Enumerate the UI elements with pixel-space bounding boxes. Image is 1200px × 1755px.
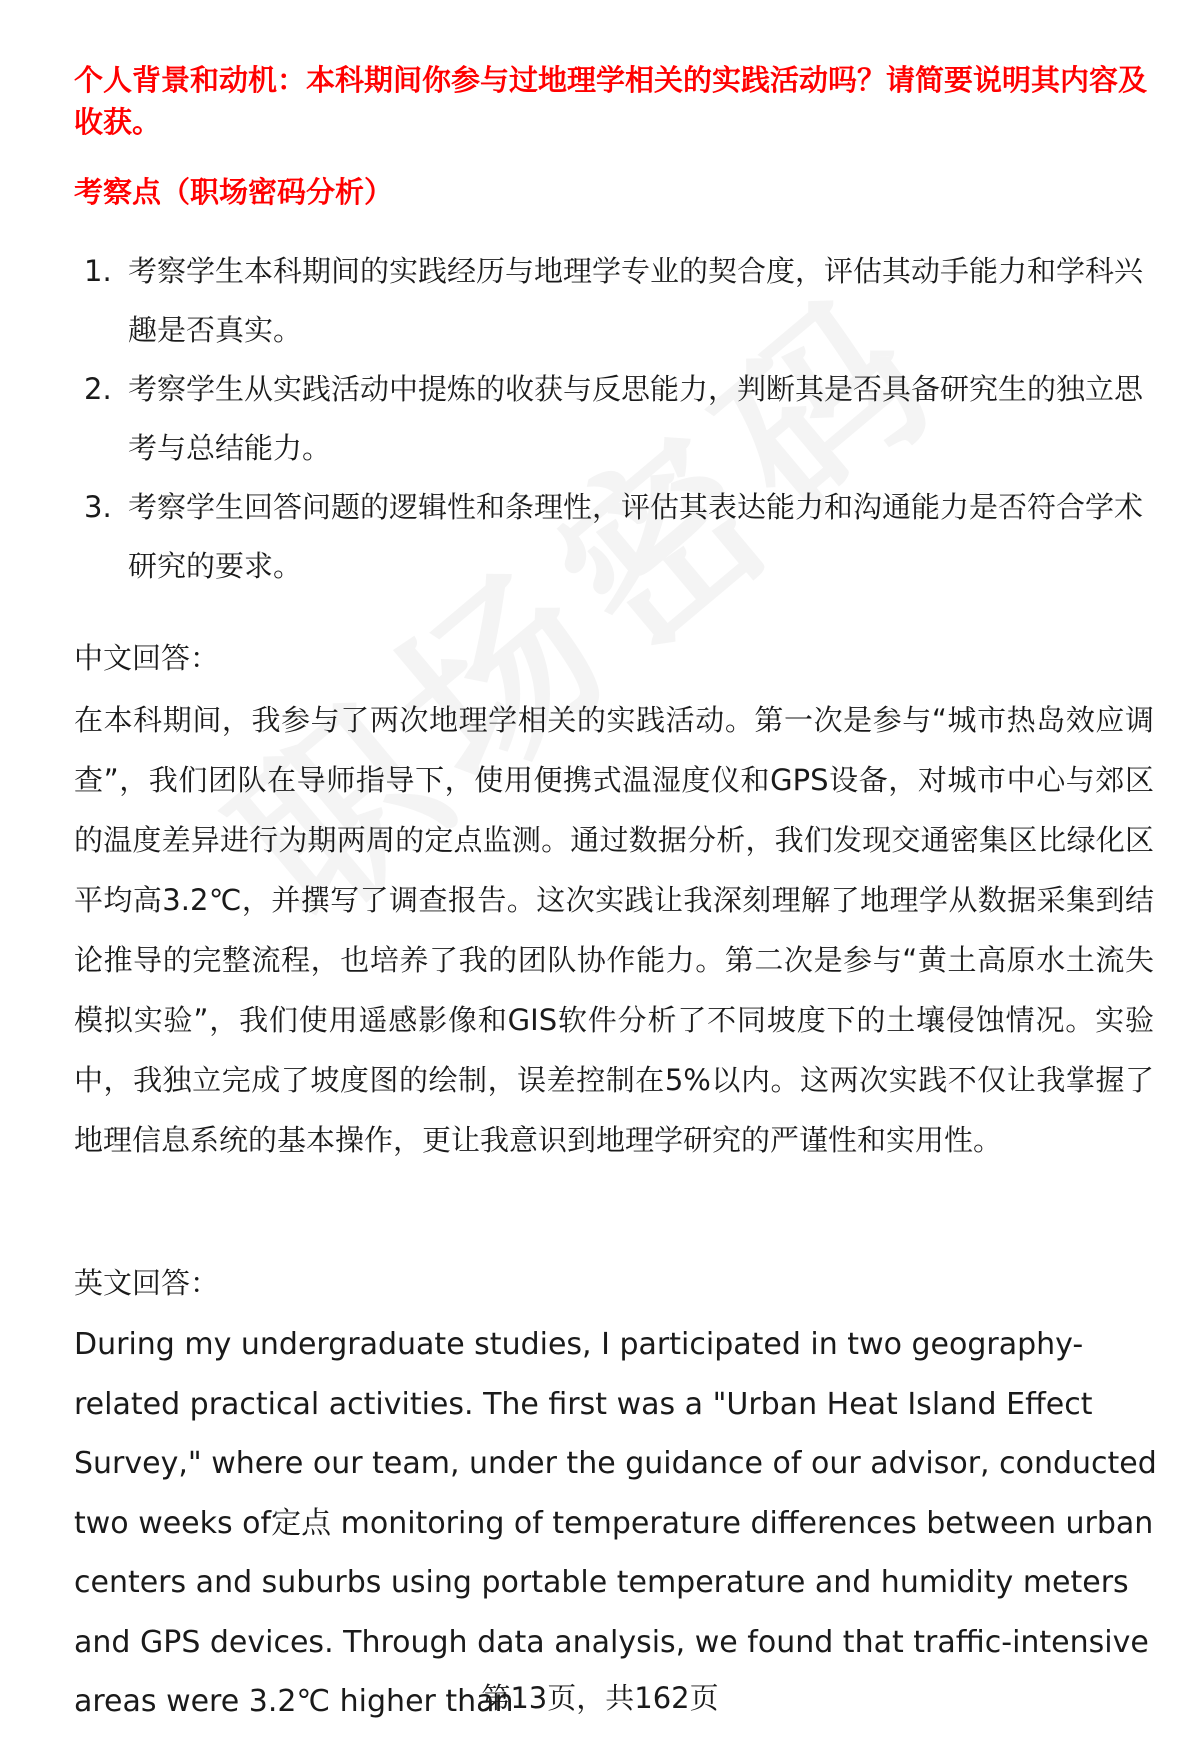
- list-item: [84, 242, 1144, 360]
- list-item-number: 2.: [84, 372, 112, 406]
- page-number-footer: 第13页，共162页: [481, 1681, 719, 1715]
- question-heading: 个人背景和动机：本科期间你参与过地理学相关的实践活动吗？请简要说明其内容及收获。: [74, 63, 1148, 139]
- list-item-number: 3.: [84, 490, 112, 524]
- english-answer-label: 英文回答：: [74, 1266, 220, 1300]
- list-item: [84, 360, 1144, 478]
- list-item-number: 1.: [84, 254, 112, 288]
- list-item-text: 考察学生本科期间的实践经历与地理学专业的契合度，评估其动手能力和学科兴趣是否真实。: [128, 254, 1144, 347]
- list-item: [84, 478, 1144, 596]
- english-answer-text: During my undergraduate studies, I participated in two geography-related practical activities. The first was a "Urban Heat Island Effect Survey," where our team, under the guidance of our advisor, conducted two weeks of定点 monitoring of temperature differences between urban centers and suburbs using portable temperature and humidity meters and GPS devices. Through data analysis, we found that traffic-intensive areas were 3.2℃ higher than: [74, 1327, 1157, 1719]
- list-item-text: 考察学生从实践活动中提炼的收获与反思能力，判断其是否具备研究生的独立思考与总结能力。: [128, 372, 1144, 465]
- assessment-points-list: [84, 242, 1144, 596]
- list-item-text: 考察学生回答问题的逻辑性和条理性，评估其表达能力和沟通能力是否符合学术研究的要求。: [128, 490, 1144, 583]
- chinese-answer-label: 中文回答：: [74, 641, 220, 675]
- assessment-points-heading: 考察点（职场密码分析）: [74, 175, 394, 209]
- chinese-answer-text: 在本科期间，我参与了两次地理学相关的实践活动。第一次是参与“城市热岛效应调查”，我们团队在导师指导下，使用便携式温湿度仪和GPS设备，对城市中心与郊区的温度差异进行为期两周的定点监测。通过数据分析，我们发现交通密集区比绿化区平均高3.2℃，并撰写了调查报告。这次实践让我深刻理解了地理学从数据采集到结论推导的完整流程，也培养了我的团队协作能力。第二次是参与“黄土高原水土流失模拟实验”，我们使用遥感影像和GIS软件分析了不同坡度下的土壤侵蚀情况。实验中，我独立完成了坡度图的绘制，误差控制在5%以内。这两次实践不仅让我掌握了地理信息系统的基本操作，更让我意识到地理学研究的严谨性和实用性。: [74, 703, 1154, 1157]
